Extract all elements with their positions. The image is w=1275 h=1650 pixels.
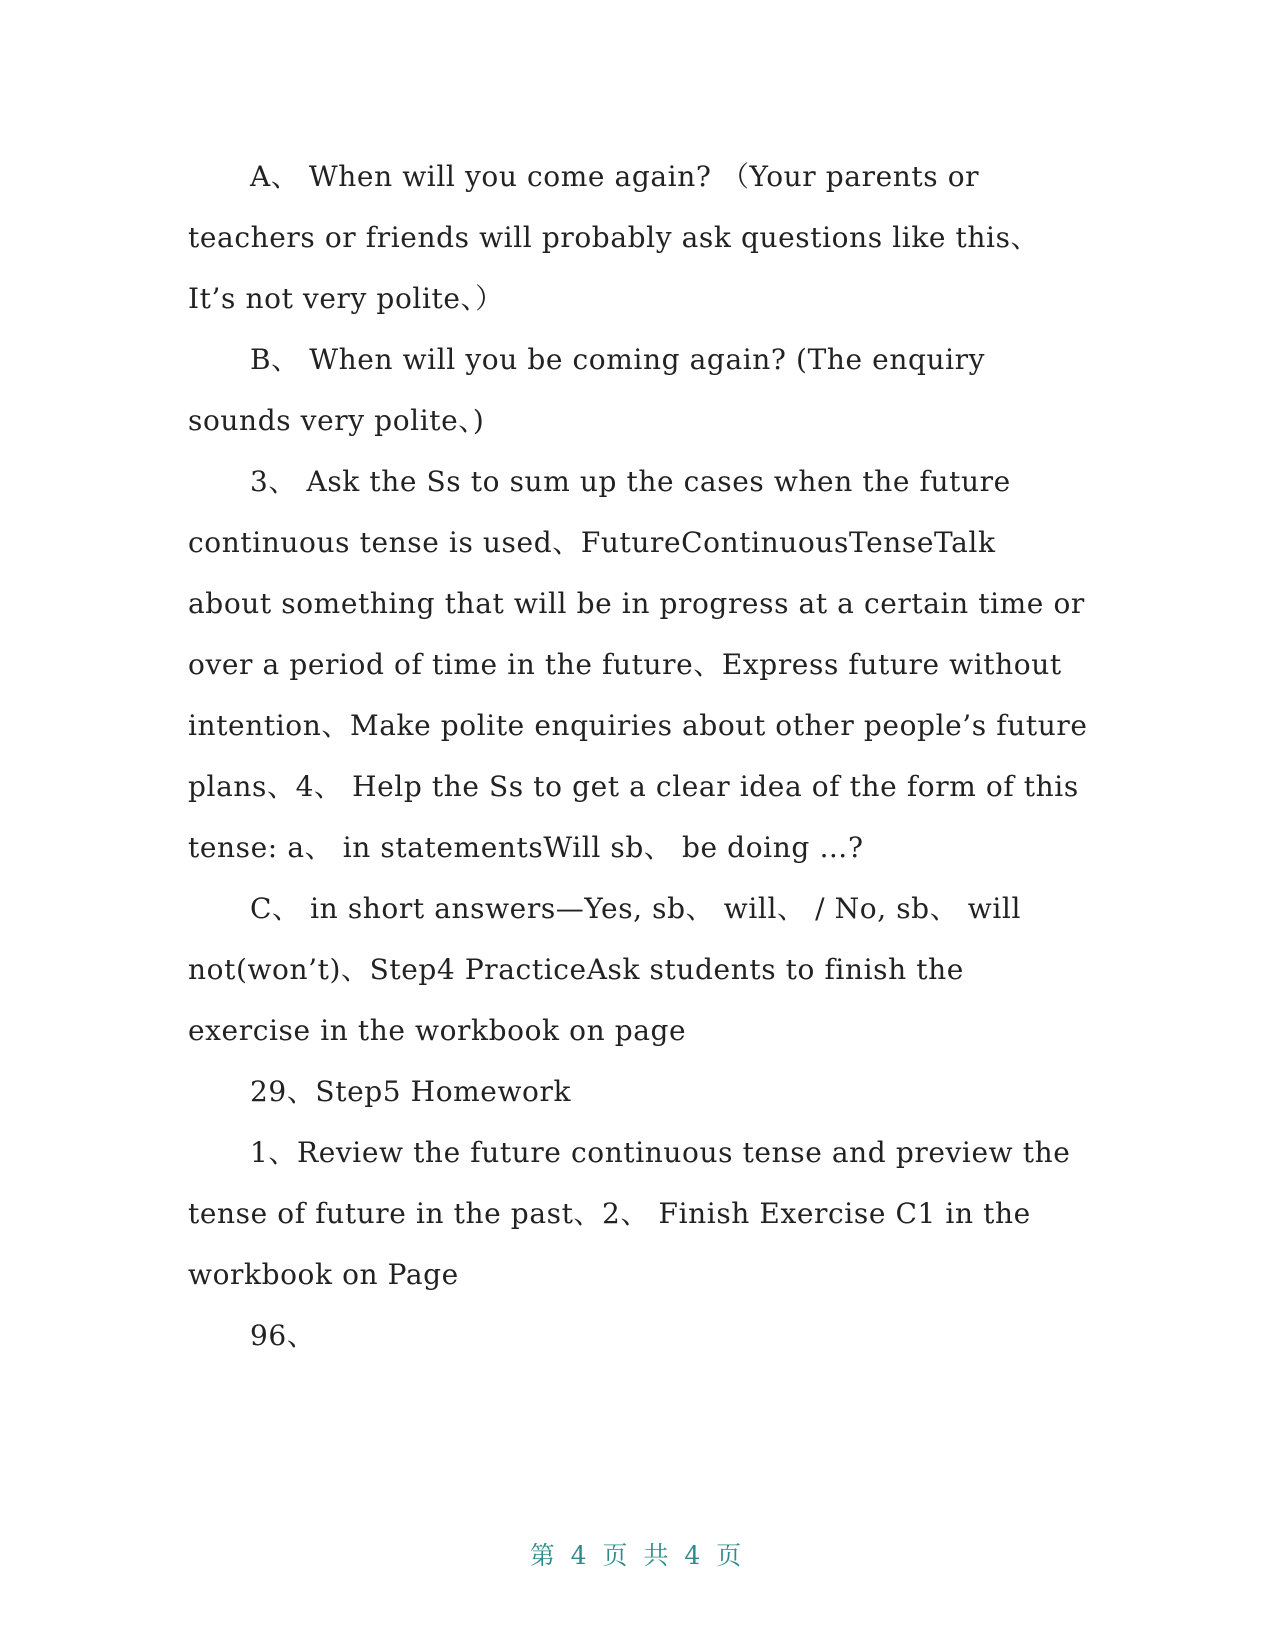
document-body xyxy=(188,146,1098,1366)
paragraph-step-5-heading: 29、Step5 Homework xyxy=(250,1075,572,1108)
page-number-label: 第 4 页 共 4 页 xyxy=(529,1541,746,1570)
paragraph-step-3: 3、 Ask the Ss to sum up the cases when the future continuous tense is used、FutureContinuousTenseTalk about something that will be in progress at a certain time or over a period of time in the future、Express future without intention、Make polite enquiries about other people’s future plans、4、 Help the Ss to get a clear idea of the form of this tense: a、 in statementsWill sb、 be doing …? xyxy=(188,465,1098,864)
paragraph-homework-item: 1、Review the future continuous tense and preview the tense of future in the past、2、 Finish Exercise C1 in the workbook on Page xyxy=(188,1136,1080,1291)
page-footer xyxy=(0,1536,1275,1572)
paragraph-option-c: C、 in short answers—Yes, sb、 will、 / No, sb、 will not(won’t)、Step4 PracticeAsk students to finish the exercise in the workbook on page xyxy=(188,892,1031,1047)
paragraph-option-a: A、 When will you come again? （Your parents or teachers or friends will probably ask questions like this、 It’s not very polite、） xyxy=(188,160,1049,315)
paragraph-option-b: B、 When will you be coming again? (The enquiry sounds very polite、) xyxy=(188,343,995,437)
paragraph-page-number-ref: 96、 xyxy=(250,1319,316,1352)
